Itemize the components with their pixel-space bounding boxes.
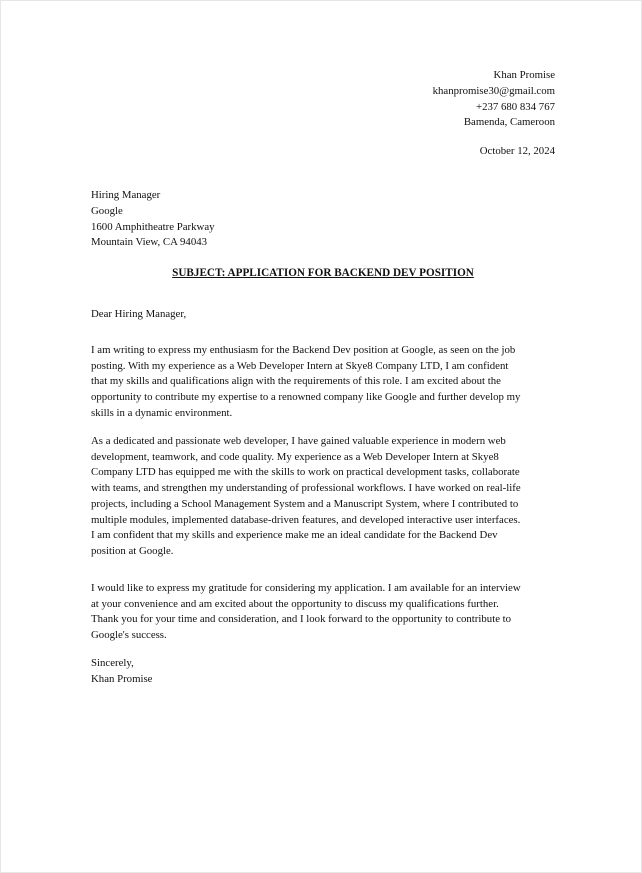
body-paragraph-2 [91,434,553,560]
paragraph-line: I am confident that my skills and experience make me an ideal candidate for the Backend Dev [91,529,498,542]
paragraph-line: multiple modules, implemented database-driven features, and developed interactive user interfaces. [91,513,521,526]
paragraph-line: Company LTD has equipped me with the skills to work on practical development tasks, collaborate [91,466,520,479]
sender-phone: +237 680 834 767 [476,100,555,113]
paragraph-line: position at Google. [91,544,174,557]
paragraph-line: projects, including a School Management System and a Manuscript System, where I contributed to [91,497,519,510]
paragraph-line: at your convenience and am excited about the opportunity to discuss my qualifications further. [91,597,499,610]
paragraph-line: I would like to express my gratitude for considering my application. I am available for an interview [91,582,521,594]
letter-date: October 12, 2024 [479,145,555,157]
body-paragraph-1 [91,343,553,422]
paragraph-line: with teams, and strengthen my understanding of professional workflows. I have worked on real-life [91,482,521,495]
sender-block [433,68,555,131]
sender-location: Bamenda, Cameroon [463,116,555,129]
subject-line: SUBJECT: APPLICATION FOR BACKEND DEV POSITION [172,267,474,279]
paragraph-line: opportunity to contribute my expertise to a renowned company like Google and further develop my [91,391,521,404]
sender-email: khanpromise30@gmail.com [432,84,555,97]
recipient-company: Google [91,204,123,217]
recipient-block [91,188,215,251]
paragraph-line: Google's success. [91,629,167,642]
paragraph-line: that my skills and qualifications align with the requirements of this role. I am excited about the [91,375,501,388]
recipient-title: Hiring Manager [91,189,161,201]
paragraph-line: posting. With my experience as a Web Developer Intern at Skye8 Company LTD, I am confident [91,359,509,372]
paragraph-line: skills in a dynamic environment. [91,406,233,419]
body-paragraph-3 [91,581,553,644]
paragraph-line: As a dedicated and passionate web developer, I have gained valuable experience in modern web [91,435,506,447]
salutation: Dear Hiring Manager, [91,308,187,320]
recipient-street: 1600 Amphitheatre Parkway [91,220,215,233]
closing-block [91,656,152,688]
signature-name: Khan Promise [91,672,153,685]
paragraph-line: Thank you for your time and consideration, and I look forward to the opportunity to contribute to [91,613,512,626]
paragraph-line: development, teamwork, and code quality. My experience as a Web Developer Intern at Skye8 [91,450,499,463]
paragraph-line: I am writing to express my enthusiasm for the Backend Dev position at Google, as seen on the job [91,344,516,356]
valediction: Sincerely, [91,657,134,669]
recipient-city: Mountain View, CA 94043 [91,236,208,249]
sender-name: Khan Promise [493,69,555,81]
